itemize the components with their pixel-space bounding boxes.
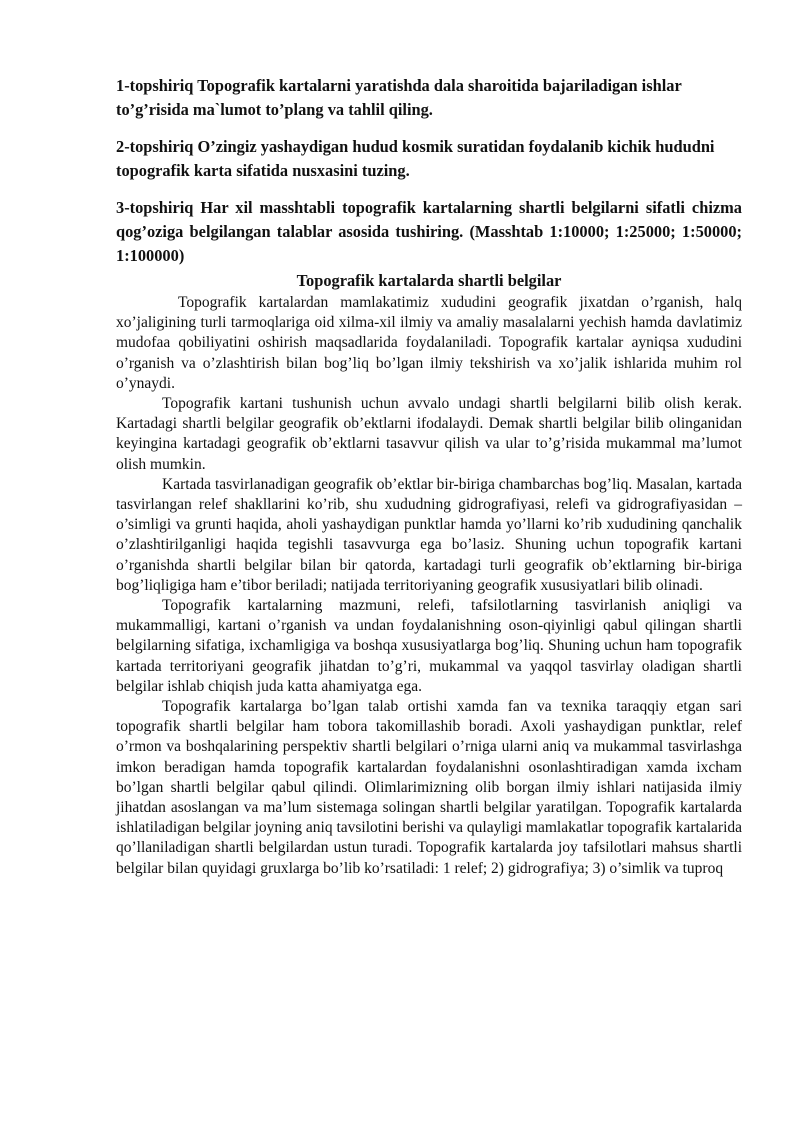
paragraph-2: Topografik kartani tushunish uchun avvalo undagi shartli belgilarni bilib olish kerak. Kartadagi shartli belgilar geografik ob’ektlarni ifodalaydi. Demak shartli belgilar bilib olinganidan keyingina kartadagi geografik ob’ektlarni tasavvur qilish va ular to’g’risida mukammal ma’lumot olish mumkin.: [116, 395, 742, 473]
task-1: 1-topshiriq Topografik kartalarni yaratishda dala sharoitida bajariladigan ishlar to’g’risida ma`lumot to’plang va tahlil qiling.: [116, 76, 682, 119]
document-page: [116, 74, 742, 879]
task-2: 2-topshiriq O’zingiz yashaydigan hudud kosmik suratidan foydalanib kichik hududni topografik karta sifatida nusxasini tuzing.: [116, 137, 715, 180]
paragraph-5: Topografik kartalarga bo’lgan talab ortishi xamda fan va texnika taraqqiy etgan sari topografik shartli belgilar ham tobora takomillashib boradi. Axoli yashaydigan punktlar, relef o’rmon va boshqalarining perspektiv shartli belgilari o’rniga ularni aniq va mukammal tasvirlashga imkon beradigan hamda topografik kartalardan foydalanishni osonlashtiradigan xamda ixcham bo’lgan shartli belgilar qabul qilindi. Olimlarimizning olib borgan ilmiy ishlari natijasida ilmiy jihatdan asoslangan va ma’lum sistemaga solingan shartli belgilar yaratilgan. Topografik kartalarda ishlatiladigan belgilar joyning aniq tavsilotini berishi va qulayligi mamlakatlar topografik kartalarida qo’llaniladigan shartli belgilardan ustun turadi. Topografik kartalarda joy tafsilotlari mahsus shartli belgilar bilan quyidagi gruxlarga bo’lib ko’rsatiladi: 1 relef; 2) gidrografiya; 3) o’simlik va tuproq: [116, 698, 742, 877]
paragraph-3: Kartada tasvirlanadigan geografik ob’ektlar bir-biriga chambarchas bog’liq. Masalan, kartada tasvirlangan relef shakllarini ko’rib, shu xududning gidrografiyasi, relefi va gidrografiyasidan – o’simligi va grunti haqida, aholi yashaydigan punktlar hamda yo’llarni ko’rib xududining qanchalik o’zlashtirilganligi haqida tegishli tasavvurga ega bo’lasiz. Shuning uchun topografik kartani o’rganishda shartli belgilar bilan bir qatorda, kartadagi turli geografik ob’ektlarning bir-biriga bog’liqligiga ham e’tibor beriladi; natijada territoriyaning geografik xususiyatlari bilib olinadi.: [116, 475, 742, 594]
section-title: Topografik kartalarda shartli belgilar: [296, 271, 562, 290]
paragraph-4: Topografik kartalarning mazmuni, relefi, tafsilotlarning tasvirlanish aniqligi va mukammalligi, kartani o’rganish va undan foydalanishning oson-qiyinligi qabul qilingan shartli belgilarning sifatiga, ixchamligiga va boshqa xususiyatlarga bog’liq. Shuning uchun ham topografik kartada territoriyani geografik jihatdan to’g’ri, mukammal va yaqqol tasvirlay oladigan shartli belgilar ishlab chiqish juda katta ahamiyatga ega.: [116, 597, 742, 695]
task-3: 3-topshiriq Har xil masshtabli topografik kartalarning shartli belgilarni sifatli chizma qog’oziga belgilangan talablar asosida tushiring. (Masshtab 1:10000; 1:25000; 1:50000; 1:100000): [116, 198, 742, 265]
paragraph-1: Topografik kartalardan mamlakatimiz xududini geografik jixatdan o’rganish, halq xo’jaligining turli tarmoqlariga oid xilma-xil ilmiy va amaliy masalalarni yechish hamda davlatimiz mudofaa qobiliyatini oshirish maqsadlarida foydalaniladi. Topografik kartalar ayniqsa xududini o’rganish va o’zlashtirish bilan bog’liq bo’lgan ilmiy tekshirish va xo’jalik ishlarida muhim rol o’ynaydi.: [116, 294, 742, 392]
